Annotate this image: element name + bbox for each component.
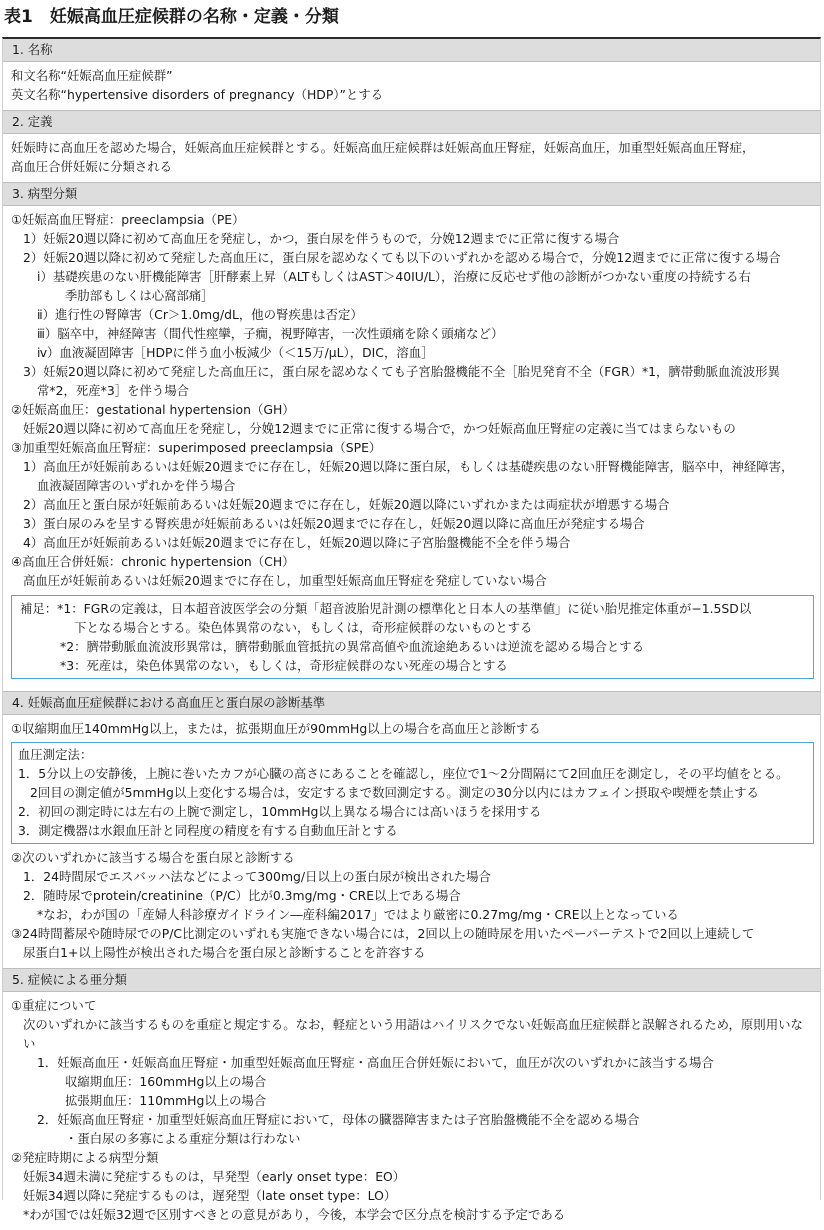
text-line: 収縮期血圧：160mmHg以上の場合: [65, 1074, 267, 1089]
section-body-subclassification: [3, 992, 820, 1230]
classification-table: [2, 37, 821, 1222]
text-line: ③24時間蓄尿や随時尿でのP/C比測定のいずれも実施できない場合には，2回以上の随時尿を用いたペーパーテストで2回以上連続して: [11, 926, 755, 941]
section-header-subclassification: 5. 症候による亜分類: [3, 968, 820, 992]
text-line: ⅲ）脳卒中，神経障害（間代性痙攣，子癇，視野障害，一次性頭痛を除く頭痛など）: [37, 326, 504, 341]
text-line: 3）妊娠20週以降に初めて発症した高血圧に，蛋白尿を認めなくても子宮胎盤機能不全［胎児発育不全（FGR）*1，臍帯動脈血流波形異: [23, 364, 780, 379]
text-line: ④高血圧合併妊娠：chronic hypertension（CH）: [11, 554, 295, 569]
table-title: 表1 妊娠高血圧症候群の名称・定義・分類: [4, 7, 339, 27]
text-line: ⅱ）進行性の腎障害（Cr＞1.0mg/dL，他の腎疾患は否定）: [37, 307, 363, 322]
text-line: 2）妊娠20週以降に初めて発症した高血圧に，蛋白尿を認めなくても以下のいずれかを認める場合で，分娩12週までに正常に復する場合: [23, 250, 781, 265]
text-line: ⅳ）血液凝固障害［HDPに伴う血小板減少（＜15万/μL），DIC，溶血］: [37, 345, 434, 360]
text-line: ②発症時期による病型分類: [11, 1150, 159, 1165]
text-line: 拡張期血圧：110mmHg以上の場合: [65, 1093, 267, 1108]
text-line: 妊娠34週以降に発症するものは，遅発型（late onset type：LO）: [23, 1188, 397, 1203]
note-line: *2：臍帯動脈血流波形異常は，臍帯動脈血管抵抗の異常高値や血流途絶あるいは逆流を認める場合とする: [60, 639, 645, 654]
text-line: ③加重型妊娠高血圧腎症：superimposed preeclampsia（SPE）: [11, 440, 382, 455]
text-line: 妊娠34週未満に発症するものは，早発型（early onset type：EO）: [23, 1169, 406, 1184]
text-line: 1）妊娠20週以降に初めて高血圧を発症し，かつ，蛋白尿を伴うもので，分娩12週までに正常に復する場合: [23, 231, 620, 246]
text-line: ①妊娠高血圧腎症：preeclampsia（PE）: [11, 212, 245, 227]
text-line: 次のいずれかに該当するものを重症と規定する。なお，軽症という用語はハイリスクでない妊娠高血圧症候群と誤解されるため，原則用いな: [23, 1017, 803, 1032]
text-line: 妊娠時に高血圧を認めた場合，妊娠高血圧症候群とする。妊娠高血圧症候群は妊娠高血圧腎症，妊娠高血圧，加重型妊娠高血圧腎症，: [11, 140, 755, 155]
text-line: 2）高血圧と蛋白尿が妊娠前あるいは妊娠20週までに存在し，妊娠20週以降にいずれかまたは両症状が増悪する場合: [23, 497, 670, 512]
text-line: 和文名称“妊娠高血圧症候群”: [11, 68, 173, 83]
text-line: ②次のいずれかに該当する場合を蛋白尿と診断する: [11, 850, 295, 865]
bp-measurement-box: [11, 742, 814, 844]
section-header-name: 1. 名称: [3, 39, 820, 62]
text-line: ②妊娠高血圧：gestational hypertension（GH）: [11, 402, 295, 417]
section-body-definition: [3, 134, 820, 182]
box-line: 1．5分以上の安静後，上腕に巻いたカフが心臓の高さにあることを確認し，座位で1～2分間隔にて2回血圧を測定し，その平均値をとる。: [18, 766, 789, 781]
text-line: 1．妊娠高血圧・妊娠高血圧腎症・加重型妊娠高血圧腎症・高血圧合併妊娠において，血圧が次のいずれかに該当する場合: [37, 1055, 714, 1070]
note-line: 下となる場合とする。染色体異常のない，もしくは，奇形症候群のないものとする: [74, 620, 533, 635]
text-line: ⅰ）基礎疾患のない肝機能障害［肝酵素上昇（ALTもしくはAST＞40IU/L），治療に反応せず他の診断がつかない重度の持続する右: [37, 269, 751, 284]
text-line: 尿蛋白1+以上陽性が検出された場合を蛋白尿と診断することを許容する: [23, 945, 426, 960]
text-line: 妊娠20週以降に初めて高血圧を発症し，分娩12週までに正常に復する場合で，かつ妊娠高血圧腎症の定義に当てはまらないもの: [23, 421, 736, 436]
section-header-diagnostic-criteria: 4. 妊娠高血圧症候群における高血圧と蛋白尿の診断基準: [3, 691, 820, 715]
text-line: 常*2，死産*3］を伴う場合: [37, 383, 190, 398]
box-line: 2．初回の測定時には左右の上腕で測定し，10mmHg以上異なる場合には高いほうを採用する: [18, 804, 542, 819]
box-line: 3．測定機器は水銀血圧計と同程度の精度を有する自動血圧計とする: [18, 823, 398, 838]
supplement-note-box: [11, 595, 814, 679]
box-line: 2回目の測定値が5mmHg以上変化する場合は，安定するまで数回測定する。測定の30分以内にはカフェイン摂取や喫煙を禁止する: [30, 785, 759, 800]
text-line: 季肋部もしくは心窩部痛］: [65, 288, 214, 303]
text-line: 高血圧が妊娠前あるいは妊娠20週までに存在し，加重型妊娠高血圧腎症を発症していない場合: [23, 573, 547, 588]
section-body-diagnostic-criteria: [3, 715, 820, 968]
text-line: 3）蛋白尿のみを呈する腎疾患が妊娠前あるいは妊娠20週までに存在し，妊娠20週以降に高血圧が発症する場合: [23, 516, 645, 531]
text-line: *わが国では妊娠32週で区別すべきとの意見があり，今後，本学会で区分点を検討する予定である: [23, 1207, 566, 1222]
box-line: 血圧測定法：: [18, 747, 93, 762]
text-line: 英文名称“hypertensive disorders of pregnancy（HDP）”とする: [11, 87, 384, 102]
text-line: *なお，わが国の「産婦人科診療ガイドライン―産科編2017」ではより厳密に0.27mg/mg・CRE以上となっている: [37, 907, 679, 922]
section-header-definition: 2. 定義: [3, 110, 820, 134]
text-line: ①収縮期血圧140mmHg以上，または，拡張期血圧が90mmHg以上の場合を高血圧と診断する: [11, 721, 541, 736]
text-line: ①重症について: [11, 998, 97, 1013]
text-line: ・蛋白尿の多寡による重症分類は行わない: [65, 1131, 301, 1146]
text-line: い: [23, 1036, 36, 1051]
section-body-name: [3, 62, 820, 110]
text-line: 4）高血圧が妊娠前あるいは妊娠20週までに存在し，妊娠20週以降に子宮胎盤機能不全を伴う場合: [23, 535, 571, 550]
note-line: *3：死産は，染色体異常のない，もしくは，奇形症候群のない死産の場合とする: [60, 658, 508, 673]
section-header-classification: 3. 病型分類: [3, 182, 820, 206]
text-line: 高血圧合併妊娠に分類される: [11, 159, 173, 174]
text-line: 1）高血圧が妊娠前あるいは妊娠20週までに存在し，妊娠20週以降に蛋白尿，もしくは基礎疾患のない肝腎機能障害，脳卒中，神経障害，: [23, 459, 794, 474]
section-body-classification: [3, 206, 820, 691]
note-line: 補足：*1：FGRの定義は，日本超音波医学会の分類「超音波胎児計測の標準化と日本人の基準値」に従い胎児推定体重が−1.5SD以: [20, 601, 752, 616]
text-line: 2．随時尿でprotein/creatinine（P/C）比が0.3mg/mg・CRE以上である場合: [23, 888, 461, 903]
text-line: 血液凝固障害のいずれかを伴う場合: [37, 478, 236, 493]
text-line: 1．24時間尿でエスバッハ法などによって300mg/日以上の蛋白尿が検出された場合: [23, 869, 491, 884]
text-line: 2．妊娠高血圧腎症・加重型妊娠高血圧腎症において，母体の臓器障害または子宮胎盤機能不全を認める場合: [37, 1112, 640, 1127]
